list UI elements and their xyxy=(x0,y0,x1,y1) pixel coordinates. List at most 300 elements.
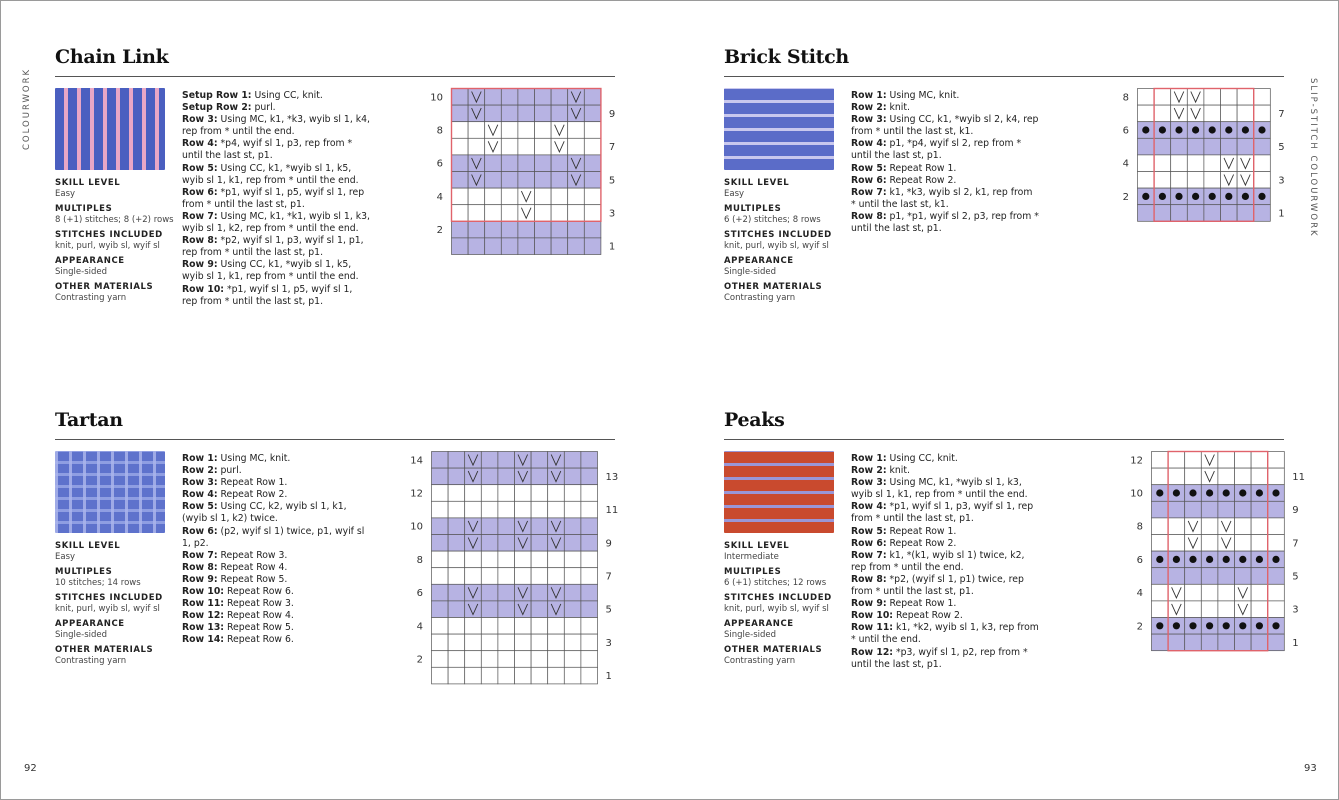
purl-dot-icon xyxy=(1156,556,1163,563)
pattern-section-brick-stitch xyxy=(724,48,1284,348)
chart-cell xyxy=(468,138,485,155)
instruction-text xyxy=(182,453,370,647)
chart-cell xyxy=(535,155,552,172)
chart-cell xyxy=(531,485,548,502)
chart-cell xyxy=(564,584,581,601)
purl-dot-icon xyxy=(1209,193,1216,200)
chart-cell xyxy=(518,221,535,238)
chart-row-label: 4 xyxy=(436,191,443,203)
chart-cell xyxy=(1237,89,1254,106)
chart-cell xyxy=(1251,568,1268,585)
chart-cell xyxy=(551,89,568,106)
meta-label-skill: SKILL LEVEL xyxy=(55,178,121,188)
chart-row-label: 10 xyxy=(1130,488,1143,500)
chart-cell xyxy=(535,138,552,155)
chart-cell xyxy=(485,205,502,222)
chart-cell xyxy=(1237,138,1254,155)
row-text: Repeat Row 5. xyxy=(224,622,294,634)
chart-cell xyxy=(481,667,498,684)
meta-value-multiples: 8 (+1) stitches; 8 (+2) rows xyxy=(55,215,174,225)
chart-row-label: 12 xyxy=(410,488,423,500)
chart-cell xyxy=(1152,601,1169,618)
purl-dot-icon xyxy=(1175,126,1182,133)
chart-cell xyxy=(581,584,598,601)
pattern-title: Chain Link xyxy=(55,46,169,68)
purl-dot-icon xyxy=(1192,193,1199,200)
chart-cell xyxy=(581,651,598,668)
chart-cell xyxy=(584,138,601,155)
chart-row-label: 6 xyxy=(1122,125,1129,137)
row-label: Row 3: xyxy=(851,477,887,489)
title-rule xyxy=(724,439,1284,440)
row-label: Row 7: xyxy=(182,549,218,561)
chart-cell xyxy=(568,138,585,155)
meta-value-appearance: Single-sided xyxy=(55,267,108,277)
purl-dot-icon xyxy=(1173,489,1180,496)
chart-cell xyxy=(1221,138,1238,155)
chart-cell xyxy=(1201,584,1218,601)
chart-cell xyxy=(1187,205,1204,222)
chart-cell xyxy=(498,468,515,485)
pattern-meta xyxy=(724,178,846,308)
chart-cell xyxy=(548,485,565,502)
chart-cell xyxy=(1168,468,1185,485)
purl-dot-icon xyxy=(1242,126,1249,133)
chart-cell xyxy=(1171,172,1188,189)
chart-cell xyxy=(564,468,581,485)
chart-cell xyxy=(498,518,515,535)
chart-row-label: 3 xyxy=(1278,175,1285,187)
chart-cell xyxy=(568,188,585,205)
chart-cell xyxy=(1235,518,1252,535)
chart-cell xyxy=(548,551,565,568)
row-text: Repeat Row 4. xyxy=(224,610,294,622)
chart-cell xyxy=(531,468,548,485)
chart-cell xyxy=(1235,535,1252,552)
chart-cell xyxy=(1152,568,1169,585)
row-label: Row 6: xyxy=(182,525,218,537)
knit-swatch-blue-pink-icon xyxy=(55,88,165,170)
chart-cell xyxy=(1168,518,1185,535)
chart-row-label: 6 xyxy=(1136,554,1143,566)
chart-cell xyxy=(1138,155,1155,172)
chart-cell xyxy=(1218,601,1235,618)
chart-cell xyxy=(481,634,498,651)
chart-cell xyxy=(568,122,585,139)
chart-cell xyxy=(448,601,465,618)
chart-row-label: 4 xyxy=(1122,158,1129,170)
chart-cell xyxy=(468,221,485,238)
chart-cell xyxy=(584,155,601,172)
row-text: k1, *k2, wyib sl 1, k3, rep from * until the end. xyxy=(851,622,1039,646)
row-label: Row 4: xyxy=(182,489,218,501)
chart-cell xyxy=(465,634,482,651)
chart-cell xyxy=(452,205,469,222)
chart-cell xyxy=(515,501,532,518)
chart-cell xyxy=(1185,601,1202,618)
meta-label-materials: OTHER MATERIALS xyxy=(724,282,823,292)
chart-cell xyxy=(531,452,548,469)
stitch-chart xyxy=(429,88,622,256)
chart-cell xyxy=(485,172,502,189)
chart-cell xyxy=(1204,205,1221,222)
chart-cell xyxy=(465,651,482,668)
chart-cell xyxy=(1235,634,1252,651)
row-text: *p2, wyif sl 1, p3, wyif sl 1, p1, rep from * until the last st, p1. xyxy=(182,235,364,259)
chart-row-label: 4 xyxy=(1136,588,1143,600)
chart-cell xyxy=(531,518,548,535)
chart-cell xyxy=(1218,568,1235,585)
row-text: k1, *k3, wyib sl 2, k1, rep from * until the last st, k1. xyxy=(851,186,1033,210)
chart-cell xyxy=(1268,601,1285,618)
chart-cell xyxy=(1218,634,1235,651)
instructions xyxy=(182,90,370,308)
chart-cell xyxy=(1218,468,1235,485)
row-label: Row 1: xyxy=(851,90,887,101)
chart-cell xyxy=(551,188,568,205)
chart-cell xyxy=(481,651,498,668)
chart-cell xyxy=(1201,501,1218,518)
chart-cell xyxy=(518,122,535,139)
chart-cell xyxy=(1251,535,1268,552)
chart-cell xyxy=(518,105,535,122)
row-text: Using CC, k1, *wyib sl 2, k4, rep from * until the last st, k1. xyxy=(851,114,1039,138)
row-text: Repeat Row 4. xyxy=(217,561,288,573)
chart-cell xyxy=(551,221,568,238)
chart-row-label: 4 xyxy=(416,621,423,633)
meta-label-stitches: STITCHES INCLUDED xyxy=(55,593,163,603)
row-label: Row 13: xyxy=(182,622,225,634)
chart-cell xyxy=(501,105,518,122)
chart-cell xyxy=(1268,468,1285,485)
pattern-meta xyxy=(55,541,177,671)
pattern-meta xyxy=(55,178,177,308)
purl-dot-icon xyxy=(1192,126,1199,133)
chart-cell xyxy=(1187,155,1204,172)
pattern-section-chain-link xyxy=(55,48,615,348)
chart-cell xyxy=(1251,452,1268,469)
chart-cell xyxy=(501,89,518,106)
chart-cell xyxy=(531,601,548,618)
chart-cell xyxy=(1268,568,1285,585)
chart-cell xyxy=(1168,634,1185,651)
chart-cell xyxy=(1204,105,1221,122)
purl-dot-icon xyxy=(1272,489,1279,496)
meta-label-materials: OTHER MATERIALS xyxy=(55,282,154,292)
chart-cell xyxy=(452,238,469,255)
chart-cell xyxy=(1152,518,1169,535)
instruction-text xyxy=(851,90,1039,235)
row-label: Row 6: xyxy=(851,537,887,549)
chart-cell xyxy=(485,238,502,255)
title-rule xyxy=(724,76,1284,77)
chart-cell xyxy=(448,501,465,518)
knit-swatch-blue-lilac-icon xyxy=(724,88,834,170)
purl-dot-icon xyxy=(1223,622,1230,629)
chart-cell xyxy=(1171,205,1188,222)
purl-dot-icon xyxy=(1223,489,1230,496)
meta-label-stitches: STITCHES INCLUDED xyxy=(55,230,163,240)
row-text: knit. xyxy=(886,465,910,477)
chart-cell xyxy=(564,485,581,502)
chart-cell xyxy=(535,122,552,139)
chart-cell xyxy=(535,205,552,222)
chart-row-label: 8 xyxy=(1122,92,1129,104)
chart-row-label: 11 xyxy=(1292,471,1306,483)
chart-cell xyxy=(1154,155,1171,172)
chart-cell xyxy=(1154,89,1171,106)
chart-cell xyxy=(1254,105,1271,122)
chart-cell xyxy=(531,501,548,518)
chart-cell xyxy=(1254,138,1271,155)
chart-row-label: 1 xyxy=(1278,208,1285,220)
chart-cell xyxy=(452,122,469,139)
row-text: Using MC, k1, *k3, wyib sl 1, k4, rep from * until the end. xyxy=(182,114,370,138)
meta-value-appearance: Single-sided xyxy=(724,630,777,640)
purl-dot-icon xyxy=(1189,556,1196,563)
chart-cell xyxy=(531,568,548,585)
chart-cell xyxy=(518,138,535,155)
row-label: Row 7: xyxy=(851,549,887,561)
purl-dot-icon xyxy=(1272,556,1279,563)
chart-cell xyxy=(498,584,515,601)
purl-dot-icon xyxy=(1239,622,1246,629)
chart-cell xyxy=(1251,634,1268,651)
row-label: Row 8: xyxy=(182,235,218,247)
meta-label-appearance: APPEARANCE xyxy=(724,256,794,266)
instruction-text xyxy=(182,90,370,308)
chart-cell xyxy=(448,468,465,485)
pattern-title: Tartan xyxy=(55,409,123,431)
chart-cell xyxy=(564,551,581,568)
chart-cell xyxy=(1254,89,1271,106)
chart-cell xyxy=(448,551,465,568)
chart-cell xyxy=(448,452,465,469)
chart-cell xyxy=(581,551,598,568)
chart-cell xyxy=(465,667,482,684)
instructions xyxy=(182,453,370,647)
purl-dot-icon xyxy=(1175,193,1182,200)
meta-value-stitches: knit, purl, wyib sl, wyif sl xyxy=(55,604,160,614)
chart-cell xyxy=(481,468,498,485)
chart-cell xyxy=(452,221,469,238)
meta-value-appearance: Single-sided xyxy=(724,267,777,277)
chart-cell xyxy=(432,452,449,469)
meta-label-appearance: APPEARANCE xyxy=(724,619,794,629)
chart-row-label: 5 xyxy=(608,175,616,187)
chart-cell xyxy=(551,205,568,222)
chart-cell xyxy=(1171,138,1188,155)
purl-dot-icon xyxy=(1159,193,1166,200)
row-label: Row 8: xyxy=(851,573,887,585)
chart-cell xyxy=(581,618,598,635)
chart-cell xyxy=(515,551,532,568)
chart-cell xyxy=(1268,518,1285,535)
row-label: Row 2: xyxy=(182,465,218,477)
chart-row-label: 5 xyxy=(1278,142,1285,154)
chart-cell xyxy=(432,551,449,568)
purl-dot-icon xyxy=(1173,622,1180,629)
chart-cell xyxy=(531,535,548,552)
row-text: Using CC, knit. xyxy=(886,453,958,464)
row-text: *p2, (wyif sl 1, p1) twice, rep from * until the last st, p1. xyxy=(851,573,1024,598)
chart-cell xyxy=(481,518,498,535)
chart-row-label: 1 xyxy=(1292,637,1299,649)
chart-row-label: 5 xyxy=(605,604,612,616)
chart-cell xyxy=(564,667,581,684)
purl-dot-icon xyxy=(1206,556,1213,563)
chart-cell xyxy=(432,485,449,502)
chart-cell xyxy=(432,535,449,552)
chart-cell xyxy=(485,155,502,172)
chart-cell xyxy=(548,651,565,668)
row-text: knit. xyxy=(886,102,910,114)
row-text: Using MC, k1, *k1, wyib sl 1, k3, wyib sl 1, k2, rep from * until the end. xyxy=(182,210,370,235)
chart-cell xyxy=(485,89,502,106)
chart-cell xyxy=(1251,518,1268,535)
page-number-right: 93 xyxy=(1304,763,1317,774)
knit-swatch-red-lilac-icon xyxy=(724,451,834,533)
row-text: Using MC, knit. xyxy=(217,453,291,464)
purl-dot-icon xyxy=(1225,126,1232,133)
chart-cell xyxy=(501,122,518,139)
chart-cell xyxy=(1138,205,1155,222)
row-text: purl. xyxy=(217,465,242,477)
meta-label-multiples: MULTIPLES xyxy=(724,204,782,214)
chart-cell xyxy=(584,221,601,238)
chart-cell xyxy=(498,618,515,635)
chart-cell xyxy=(1251,601,1268,618)
chart-cell xyxy=(1201,535,1218,552)
chart-cell xyxy=(485,221,502,238)
chart-cell xyxy=(564,568,581,585)
row-text: *p1, wyif sl 1, p5, wyif sl 1, rep from * until the last st, p1. xyxy=(182,283,353,307)
purl-dot-icon xyxy=(1272,622,1279,629)
chart-row-label: 2 xyxy=(1136,621,1143,633)
chart-cell xyxy=(498,601,515,618)
chart-cell xyxy=(548,667,565,684)
row-text: *p4, wyif sl 1, p3, rep from * until the last st, p1. xyxy=(182,138,353,162)
row-label: Row 5: xyxy=(182,501,218,513)
chart-row-label: 3 xyxy=(608,208,616,220)
chart-cell xyxy=(432,584,449,601)
meta-value-skill: Easy xyxy=(724,189,745,199)
row-text: *p1, wyif sl 1, p3, wyif sl 1, rep from * until the last st, p1. xyxy=(851,501,1034,525)
purl-dot-icon xyxy=(1256,556,1263,563)
chart-cell xyxy=(465,618,482,635)
chart-cell xyxy=(535,221,552,238)
meta-label-stitches: STITCHES INCLUDED xyxy=(724,230,832,240)
instruction-text xyxy=(851,453,1039,671)
row-label: Row 5: xyxy=(851,525,887,537)
pattern-title: Brick Stitch xyxy=(724,46,849,68)
row-text: Using MC, k1, *wyib sl 1, k3, wyib sl 1, k1, rep from * until the end. xyxy=(851,477,1028,501)
chart-cell xyxy=(518,172,535,189)
chart-row-label: 2 xyxy=(416,654,423,666)
chart-cell xyxy=(465,551,482,568)
chart-cell xyxy=(432,618,449,635)
row-text: Using CC, k1, *wyib sl 1, k5, wyib sl 1, k1, rep from * until the end. xyxy=(182,259,359,283)
chart-cell xyxy=(551,172,568,189)
purl-dot-icon xyxy=(1258,193,1265,200)
chart-cell xyxy=(581,485,598,502)
chart-row-label: 9 xyxy=(608,108,616,120)
row-text: Using CC, knit. xyxy=(251,90,323,101)
chart-cell xyxy=(432,568,449,585)
meta-label-appearance: APPEARANCE xyxy=(55,619,125,629)
title-rule xyxy=(55,439,615,440)
knit-swatch-blue-plaid-icon xyxy=(55,451,165,533)
chart-cell xyxy=(1201,634,1218,651)
chart-cell xyxy=(581,468,598,485)
chart-cell xyxy=(584,105,601,122)
chart-cell xyxy=(1268,501,1285,518)
chart-row-label: 3 xyxy=(605,637,612,649)
row-text: Using MC, knit. xyxy=(886,90,960,101)
chart-cell xyxy=(568,205,585,222)
chart-cell xyxy=(581,634,598,651)
row-text: Using CC, k1, *wyib sl 1, k5, wyib sl 1, k1, rep from * until the end. xyxy=(182,162,359,186)
chart-cell xyxy=(518,155,535,172)
chart-cell xyxy=(564,535,581,552)
pattern-meta xyxy=(724,541,846,671)
chart-cell xyxy=(452,105,469,122)
row-label: Row 8: xyxy=(182,561,218,573)
chart-cell xyxy=(468,188,485,205)
chart-row-label: 1 xyxy=(605,671,612,683)
row-label: Row 6: xyxy=(851,174,887,186)
chart-row-label: 8 xyxy=(1136,521,1143,533)
chart-cell xyxy=(535,89,552,106)
chart-cell xyxy=(1204,172,1221,189)
row-label: Row 12: xyxy=(182,610,225,622)
purl-dot-icon xyxy=(1209,126,1216,133)
row-label: Row 4: xyxy=(182,138,218,150)
chart-cell xyxy=(465,485,482,502)
row-label: Row 3: xyxy=(182,477,218,489)
row-text: purl. xyxy=(251,102,276,114)
chart-row-label: 13 xyxy=(605,471,619,483)
chart-row-label: 6 xyxy=(436,158,443,170)
meta-value-multiples: 10 stitches; 14 rows xyxy=(55,578,141,588)
chart-cell xyxy=(1154,105,1171,122)
chart-cell xyxy=(564,634,581,651)
chart-cell xyxy=(568,221,585,238)
chart-cell xyxy=(468,205,485,222)
chart-cell xyxy=(432,667,449,684)
chart-cell xyxy=(498,535,515,552)
meta-label-multiples: MULTIPLES xyxy=(55,204,113,214)
purl-dot-icon xyxy=(1223,556,1230,563)
purl-dot-icon xyxy=(1189,622,1196,629)
chart-cell xyxy=(515,568,532,585)
chart-row-label: 7 xyxy=(605,571,612,583)
chart-cell xyxy=(1201,568,1218,585)
chart-cell xyxy=(501,155,518,172)
chart-cell xyxy=(1185,468,1202,485)
purl-dot-icon xyxy=(1159,126,1166,133)
row-text: Using CC, k2, wyib sl 1, k1, (wyib sl 1, k2) twice. xyxy=(182,501,347,525)
chart-cell xyxy=(584,89,601,106)
row-label: Row 3: xyxy=(182,114,218,126)
chart-cell xyxy=(1187,172,1204,189)
chart-cell xyxy=(481,584,498,601)
chart-cell xyxy=(515,667,532,684)
chart-cell xyxy=(468,122,485,139)
meta-label-appearance: APPEARANCE xyxy=(55,256,125,266)
row-label: Row 7: xyxy=(851,186,887,198)
purl-dot-icon xyxy=(1206,622,1213,629)
